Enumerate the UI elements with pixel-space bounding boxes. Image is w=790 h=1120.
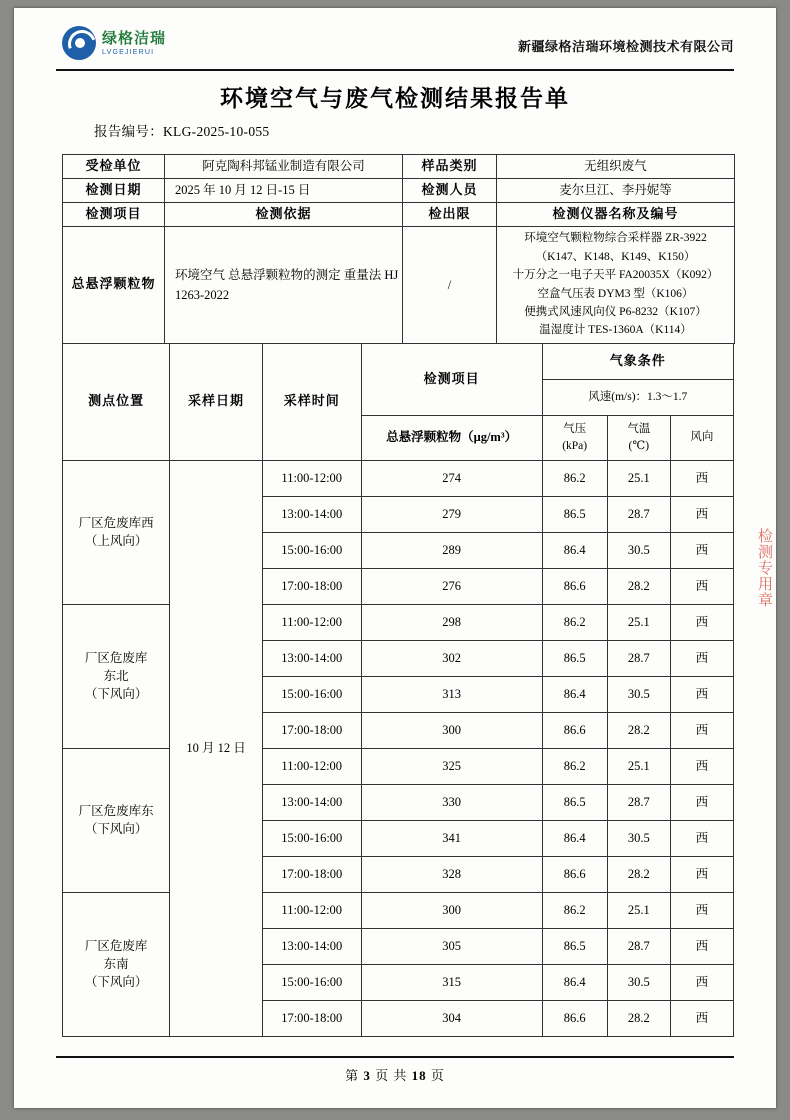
sample-time: 11:00-12:00	[262, 604, 361, 640]
tsp-value: 298	[361, 604, 542, 640]
temp-value: 30.5	[607, 820, 670, 856]
pressure-value: 86.4	[542, 820, 607, 856]
col-header-temp	[607, 415, 670, 460]
point-line: 厂区危废库西	[78, 515, 154, 530]
sample-date-value: 10 月 12 日	[170, 460, 263, 1036]
temp-value: 28.7	[607, 784, 670, 820]
wind-dir-value: 西	[670, 460, 733, 496]
sample-time: 15:00-16:00	[262, 676, 361, 712]
pressure-value: 86.5	[542, 784, 607, 820]
header-divider	[56, 69, 734, 71]
basis-value: 环境空气 总悬浮颗粒物的测定 重量法 HJ 1263-2022	[165, 226, 403, 343]
col-header-sample-date: 采样日期	[170, 343, 263, 460]
sample-time: 17:00-18:00	[262, 568, 361, 604]
point-location	[63, 748, 170, 892]
point-line: 东北	[103, 668, 129, 683]
sample-time: 15:00-16:00	[262, 532, 361, 568]
point-line: （下风向）	[84, 687, 148, 702]
wind-dir-value: 西	[670, 856, 733, 892]
info-table	[62, 154, 735, 344]
instrument-list	[497, 226, 735, 343]
col-header-wind-dir: 风向	[670, 415, 733, 460]
tsp-value: 313	[361, 676, 542, 712]
pressure-value: 86.2	[542, 604, 607, 640]
footer-mid: 页 共	[375, 1068, 408, 1083]
point-line: 厂区危废库	[84, 938, 148, 953]
pressure-value: 86.2	[542, 748, 607, 784]
col-header-weather: 气象条件	[542, 343, 733, 379]
report-page	[14, 8, 776, 1108]
tsp-value: 274	[361, 460, 542, 496]
tsp-value: 325	[361, 748, 542, 784]
table-row	[63, 748, 734, 784]
pressure-value: 86.5	[542, 928, 607, 964]
sample-time: 13:00-14:00	[262, 784, 361, 820]
unit-value: 阿克陶科邦锰业制造有限公司	[165, 155, 403, 179]
point-location	[63, 892, 170, 1036]
sample-time: 17:00-18:00	[262, 1000, 361, 1036]
sample-time: 15:00-16:00	[262, 964, 361, 1000]
table-row	[63, 226, 735, 343]
wind-dir-value: 西	[670, 496, 733, 532]
tsp-value: 279	[361, 496, 542, 532]
pressure-label: 气压	[563, 422, 587, 435]
pressure-value: 86.6	[542, 856, 607, 892]
col-header-pressure	[542, 415, 607, 460]
tsp-value: 328	[361, 856, 542, 892]
pressure-value: 86.2	[542, 892, 607, 928]
table-row	[63, 892, 734, 928]
point-location	[63, 604, 170, 748]
page-footer	[14, 1065, 776, 1084]
temp-value: 30.5	[607, 532, 670, 568]
footer-prefix: 第	[345, 1068, 360, 1083]
temp-value: 25.1	[607, 604, 670, 640]
tsp-value: 341	[361, 820, 542, 856]
logo-name-en: LVGEJIERUI	[102, 48, 155, 56]
pressure-value: 86.4	[542, 532, 607, 568]
tsp-value: 330	[361, 784, 542, 820]
wind-dir-value: 西	[670, 640, 733, 676]
table-row	[63, 155, 735, 179]
wind-dir-value: 西	[670, 568, 733, 604]
instrument-item: （K147、K148、K149、K150）	[535, 250, 696, 263]
measurement-table	[62, 343, 734, 1037]
temp-label: 气温	[627, 422, 651, 435]
table-row	[63, 178, 735, 202]
instrument-item: 空盒气压表 DYM3 型（K106）	[537, 287, 694, 300]
temp-value: 25.1	[607, 460, 670, 496]
tsp-value: 315	[361, 964, 542, 1000]
limit-label: 检出限	[403, 202, 497, 226]
temp-value: 28.2	[607, 1000, 670, 1036]
temp-value: 25.1	[607, 892, 670, 928]
point-line: 厂区危废库	[84, 650, 148, 665]
sample-type-value: 无组织废气	[497, 155, 735, 179]
basis-label: 检测依据	[165, 202, 403, 226]
point-line: 东南	[103, 956, 129, 971]
wind-dir-value: 西	[670, 820, 733, 856]
wind-dir-value: 西	[670, 532, 733, 568]
instrument-item: 环境空气颗粒物综合采样器 ZR-3922	[524, 232, 707, 245]
tsp-value: 300	[361, 712, 542, 748]
temp-value: 28.2	[607, 856, 670, 892]
tsp-value: 300	[361, 892, 542, 928]
tsp-value: 305	[361, 928, 542, 964]
pressure-value: 86.5	[542, 640, 607, 676]
date-value: 2025 年 10 月 12 日-15 日	[165, 178, 403, 202]
logo-text	[102, 31, 166, 56]
tsp-value: 289	[361, 532, 542, 568]
col-header-item: 检测项目	[361, 343, 542, 415]
sample-time: 13:00-14:00	[262, 928, 361, 964]
sample-time: 13:00-14:00	[262, 496, 361, 532]
pressure-value: 86.6	[542, 568, 607, 604]
date-label: 检测日期	[63, 178, 165, 202]
logo	[62, 26, 166, 60]
item-label: 检测项目	[63, 202, 165, 226]
point-line: 厂区危废库东	[78, 803, 154, 818]
page-title: 环境空气与废气检测结果报告单	[220, 86, 570, 111]
instrument-item: 十万分之一电子天平 FA20035X（K092）	[512, 269, 719, 282]
temp-unit: (℃)	[628, 439, 650, 452]
tsp-value: 302	[361, 640, 542, 676]
staff-label: 检测人员	[403, 178, 497, 202]
temp-value: 30.5	[607, 676, 670, 712]
sample-time: 11:00-12:00	[262, 892, 361, 928]
wind-speed-value: 风速(m/s)：1.3～1.7	[542, 379, 733, 415]
instrument-item: 温湿度计 TES-1360A（K114）	[539, 324, 692, 337]
unit-label: 受检单位	[63, 155, 165, 179]
instrument-item: 便携式风速风向仪 P6-8232（K107）	[524, 305, 707, 318]
point-line: （上风向）	[84, 534, 148, 549]
page-header	[14, 8, 776, 70]
footer-page-number: 3	[363, 1068, 371, 1083]
footer-suffix: 页	[430, 1068, 445, 1083]
footer-total-pages: 18	[411, 1068, 427, 1083]
footer-divider	[56, 1056, 734, 1058]
table-row	[63, 604, 734, 640]
pressure-value: 86.4	[542, 964, 607, 1000]
report-tables	[62, 154, 734, 1037]
limit-value: /	[403, 226, 497, 343]
sample-time: 17:00-18:00	[262, 712, 361, 748]
wind-dir-value: 西	[670, 928, 733, 964]
staff-value: 麦尔旦江、李丹妮等	[497, 178, 735, 202]
temp-value: 28.7	[607, 496, 670, 532]
wind-dir-value: 西	[670, 784, 733, 820]
table-header-row	[63, 343, 734, 379]
point-line: （下风向）	[84, 822, 148, 837]
table-row	[63, 460, 734, 496]
pressure-unit: (kPa)	[562, 439, 588, 452]
temp-value: 25.1	[607, 748, 670, 784]
point-line: （下风向）	[84, 975, 148, 990]
instrument-label: 检测仪器名称及编号	[497, 202, 735, 226]
wind-dir-value: 西	[670, 604, 733, 640]
tsp-value: 276	[361, 568, 542, 604]
sample-time: 13:00-14:00	[262, 640, 361, 676]
sample-time: 17:00-18:00	[262, 856, 361, 892]
sample-time: 15:00-16:00	[262, 820, 361, 856]
table-row	[63, 202, 735, 226]
pressure-value: 86.6	[542, 1000, 607, 1036]
temp-value: 28.7	[607, 928, 670, 964]
company-name: 新疆绿格洁瑞环境检测技术有限公司	[517, 39, 734, 54]
tsp-value: 304	[361, 1000, 542, 1036]
wind-dir-value: 西	[670, 748, 733, 784]
wind-dir-value: 西	[670, 964, 733, 1000]
temp-value: 30.5	[607, 964, 670, 1000]
wind-dir-value: 西	[670, 712, 733, 748]
point-location	[63, 460, 170, 604]
logo-icon	[62, 26, 96, 60]
col-header-point: 测点位置	[63, 343, 170, 460]
col-header-sample-time: 采样时间	[262, 343, 361, 460]
report-number: 报告编号：KLG-2025-10-055	[94, 124, 270, 139]
pressure-value: 86.2	[542, 460, 607, 496]
temp-value: 28.7	[607, 640, 670, 676]
logo-name-cn: 绿格洁瑞	[102, 29, 167, 47]
pressure-value: 86.6	[542, 712, 607, 748]
pressure-value: 86.5	[542, 496, 607, 532]
sample-time: 11:00-12:00	[262, 460, 361, 496]
wind-dir-value: 西	[670, 892, 733, 928]
temp-value: 28.2	[607, 712, 670, 748]
col-header-item-sub: 总悬浮颗粒物（μg/m³）	[361, 415, 542, 460]
wind-dir-value: 西	[670, 676, 733, 712]
wind-dir-value: 西	[670, 1000, 733, 1036]
temp-value: 28.2	[607, 568, 670, 604]
pressure-value: 86.4	[542, 676, 607, 712]
param-name: 总悬浮颗粒物	[63, 226, 165, 343]
sample-time: 11:00-12:00	[262, 748, 361, 784]
stamp-text: 检测专用章	[756, 528, 772, 608]
sample-type-label: 样品类别	[403, 155, 497, 179]
